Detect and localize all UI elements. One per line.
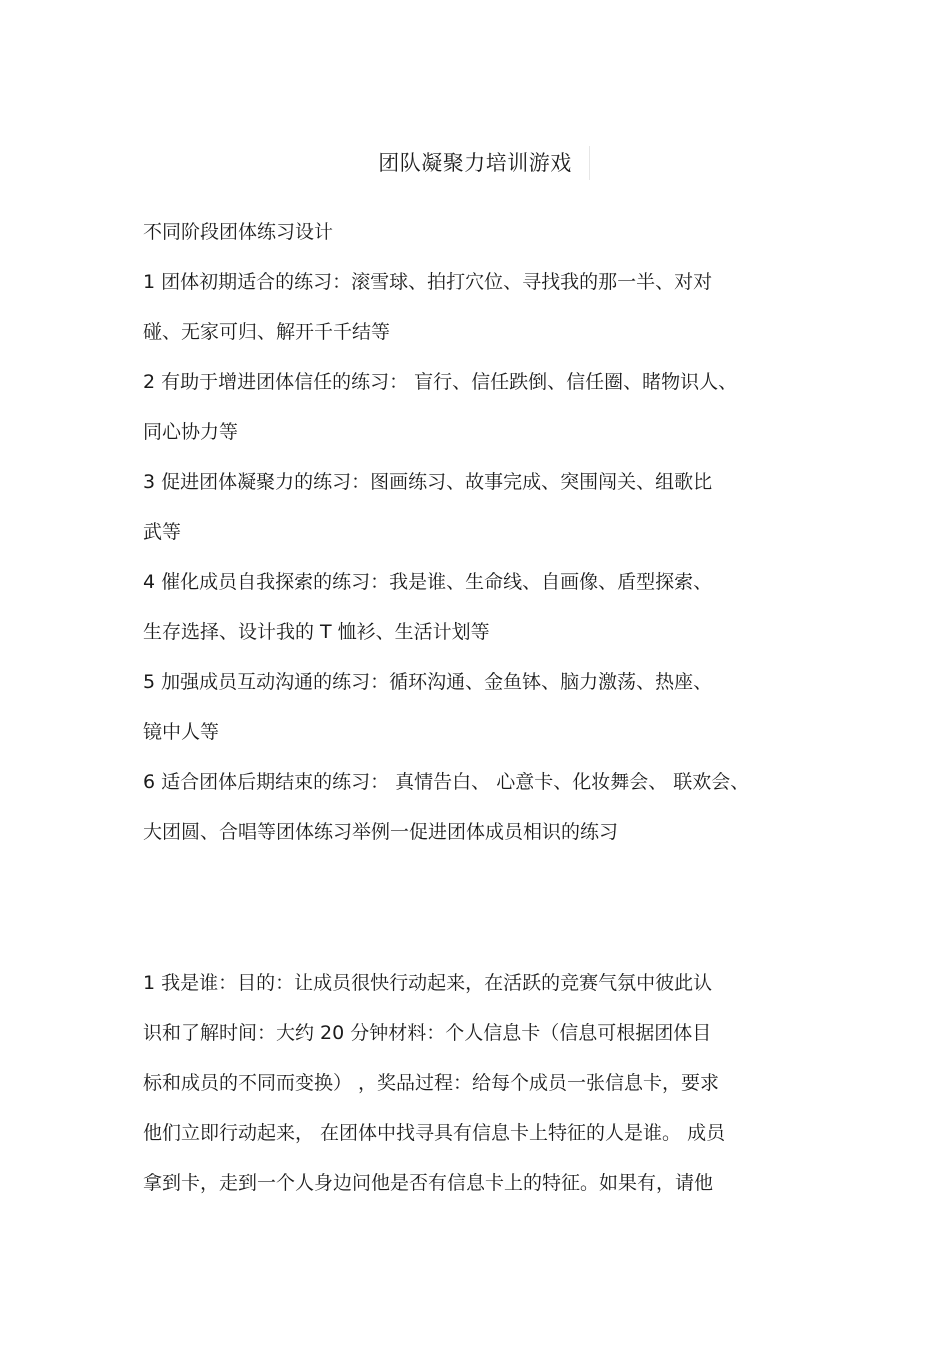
- paragraph-line: 2 有助于增进团体信任的练习： 盲行、信任跌倒、信任圈、睹物识人、: [143, 371, 738, 393]
- paragraph-line: 拿到卡，走到一个人身边问他是否有信息卡上的特征。如果有，请他: [143, 1172, 714, 1194]
- section-example-whoami: [143, 958, 813, 1208]
- paragraph-line: 3 促进团体凝聚力的练习：图画练习、故事完成、突围闯关、组歌比: [143, 471, 713, 493]
- paragraph-line: 武等: [143, 521, 182, 543]
- paragraph-line: 6 适合团体后期结束的练习： 真情告白、 心意卡、化妆舞会、 联欢会、: [143, 771, 750, 793]
- paragraph-line: 大团圆、合唱等团体练习举例一促进团体成员相识的练习: [143, 821, 619, 843]
- section-heading: 不同阶段团体练习设计: [143, 221, 334, 243]
- section-exercise-design: [143, 207, 813, 857]
- title-divider: [589, 146, 590, 180]
- paragraph-line: 生存选择、设计我的 T 恤衫、生活计划等: [143, 621, 490, 643]
- paragraph-line: 标和成员的不同而变换） ，奖品过程：给每个成员一张信息卡，要求: [143, 1072, 720, 1094]
- paragraph-line: 1 我是谁：目的：让成员很快行动起来，在活跃的竞赛气氛中彼此认: [143, 972, 713, 994]
- paragraph-line: 5 加强成员互动沟通的练习：循环沟通、金鱼钵、脑力激荡、热座、: [143, 671, 713, 693]
- document-title: 团队凝聚力培训游戏: [378, 151, 572, 175]
- paragraph-line: 同心协力等: [143, 421, 239, 443]
- paragraph-line: 4 催化成员自我探索的练习：我是谁、生命线、自画像、盾型探索、: [143, 571, 713, 593]
- paragraph-line: 1 团体初期适合的练习：滚雪球、拍打穴位、寻找我的那一半、对对: [143, 271, 713, 293]
- paragraph-line: 碰、无家可归、解开千千结等: [143, 321, 391, 343]
- paragraph-line: 他们立即行动起来， 在团体中找寻具有信息卡上特征的人是谁。 成员: [143, 1122, 726, 1144]
- paragraph-line: 镜中人等: [143, 721, 220, 743]
- paragraph-line: 识和了解时间：大约 20 分钟材料：个人信息卡（信息可根据团体目: [143, 1022, 712, 1044]
